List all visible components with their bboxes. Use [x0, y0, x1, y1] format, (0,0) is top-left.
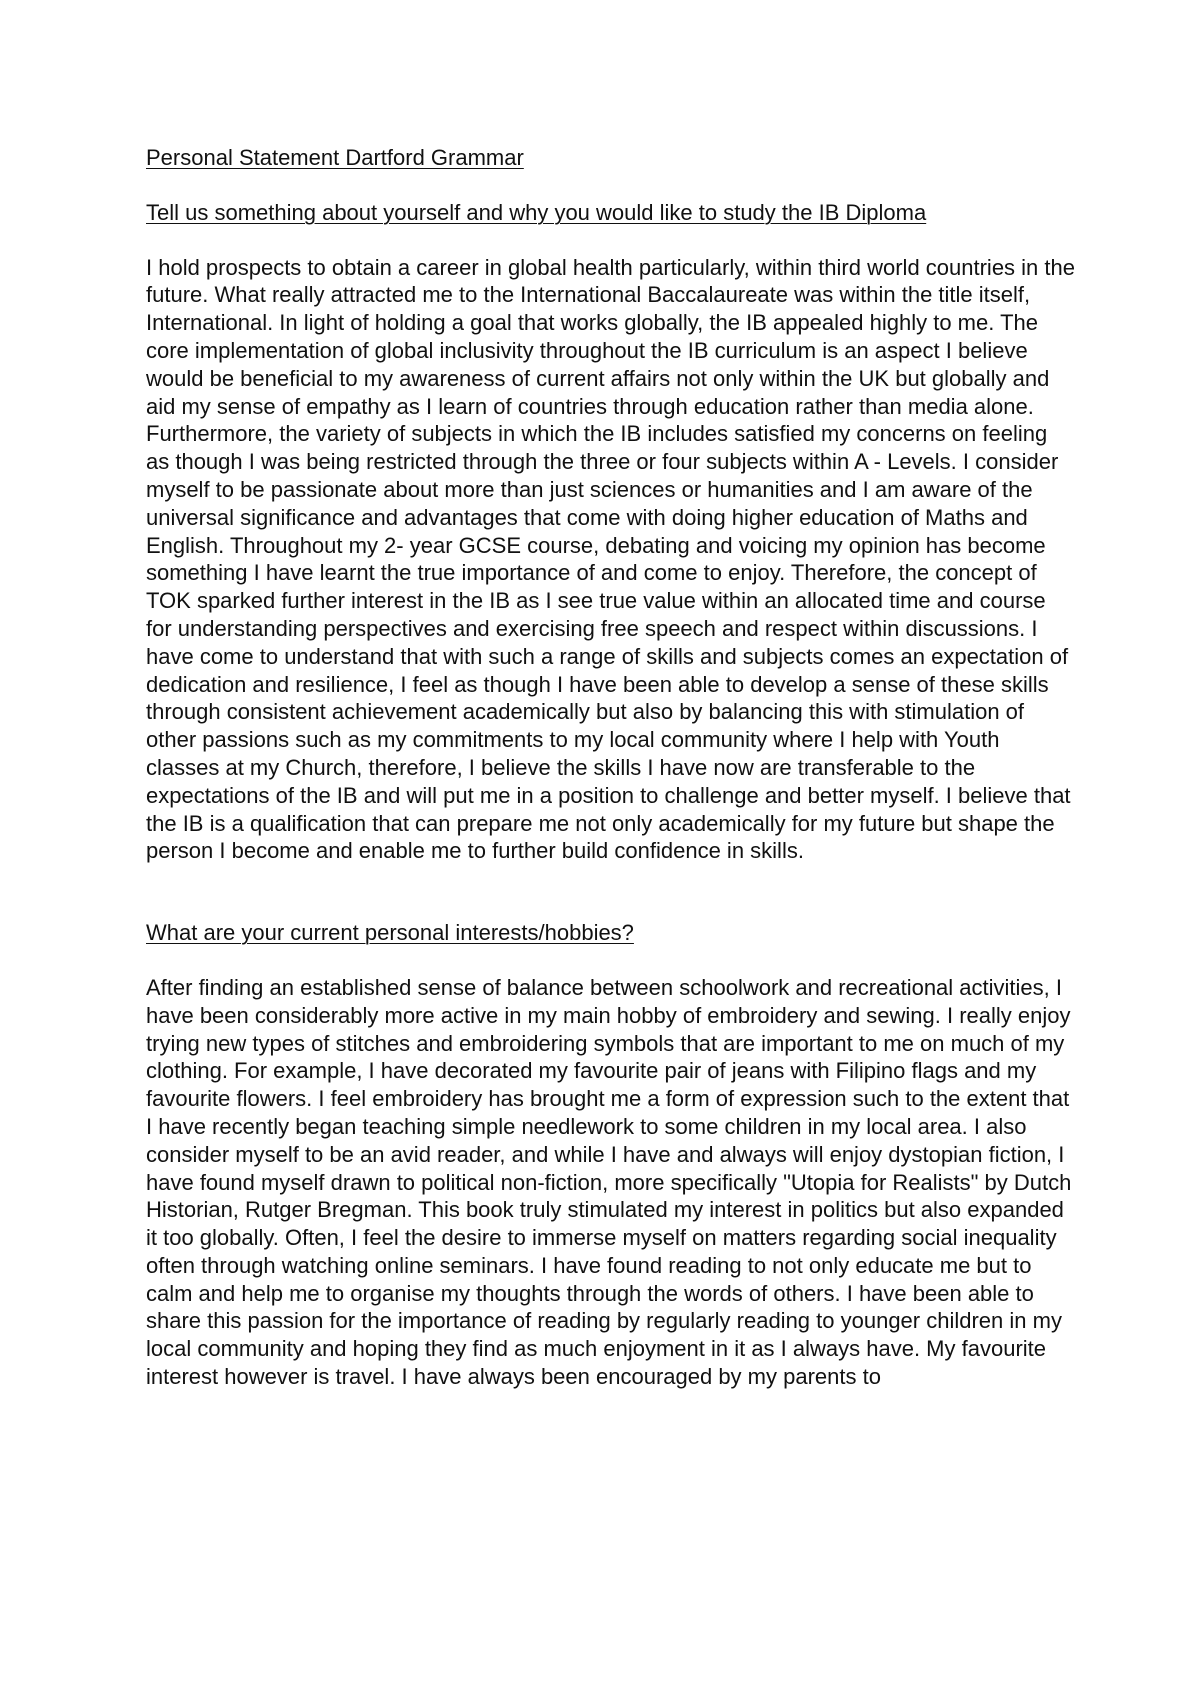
section-answer-about-yourself: I hold prospects to obtain a career in global health particularly, within third world countries in the future. What really attracted me to the International Baccalaureate was within the title itself, International. In light of holding a goal that works globally, the IB appealed highly to me. The core implementation of global inclusivity throughout the IB curriculum is an aspect I believe would be beneficial to my awareness of current affairs not only within the UK but globally and aid my sense of empathy as I learn of countries through education rather than media alone. Furthermore, the variety of subjects in which the IB includes satisfied my concerns on feeling as though I was being restricted through the three or four subjects within A - Levels. I consider myself to be passionate about more than just sciences or humanities and I am aware of the universal significance and advantages that come with doing higher education of Maths and English. Throughout my 2- year GCSE course, debating and voicing my opinion has become something I have learnt the true importance of and come to enjoy. Therefore, the concept of TOK sparked further interest in the IB as I see true value within an allocated time and course for understanding perspectives and exercising free speech and respect within discussions. I have come to understand that with such a range of skills and subjects comes an expectation of dedication and resilience, I feel as though I have been able to develop a sense of these skills through consistent achievement academically but also by balancing this with stimulation of other passions such as my commitments to my local community where I help with Youth classes at my Church, therefore, I believe the skills I have now are transferable to the expectations of the IB and will put me in a position to challenge and better myself. I believe that the IB is a qualification that can prepare me not only academically for my future but shape the person I become and enable me to further build confidence in skills.: [146, 254, 1075, 864]
section-question-about-yourself: Tell us something about yourself and why you would like to study the IB Diploma: [146, 199, 927, 225]
section-answer-interests: After finding an established sense of balance between schoolwork and recreational activities, I have been considerably more active in my main hobby of embroidery and sewing. I really enjoy trying new types of stitches and embroidering symbols that are important to me on much of my clothing. For example, I have decorated my favourite pair of jeans with Filipino flags and my favourite flowers. I feel embroidery has brought me a form of expression such to the extent that I have recently began teaching simple needlework to some children in my local area. I also consider myself to be an avid reader, and while I have and always will enjoy dystopian fiction, I have found myself drawn to political non-fiction, more specifically "Utopia for Realists" by Dutch Historian, Rutger Bregman. This book truly stimulated my interest in politics but also expanded it too globally. Often, I feel the desire to immerse myself on matters regarding social inequality often through watching online seminars. I have found reading to not only educate me but to calm and help me to organise my thoughts through the words of others. I have been able to share this passion for the importance of reading by regularly reading to younger children in my local community and hoping they find as much enjoyment in it as I always have. My favourite interest however is travel. I have always been encouraged by my parents to: [146, 974, 1072, 1390]
section-question-interests: What are your current personal interests/hobbies?: [146, 920, 634, 946]
document-title: Personal Statement Dartford Grammar: [146, 145, 524, 170]
document-content: [146, 144, 1076, 1391]
